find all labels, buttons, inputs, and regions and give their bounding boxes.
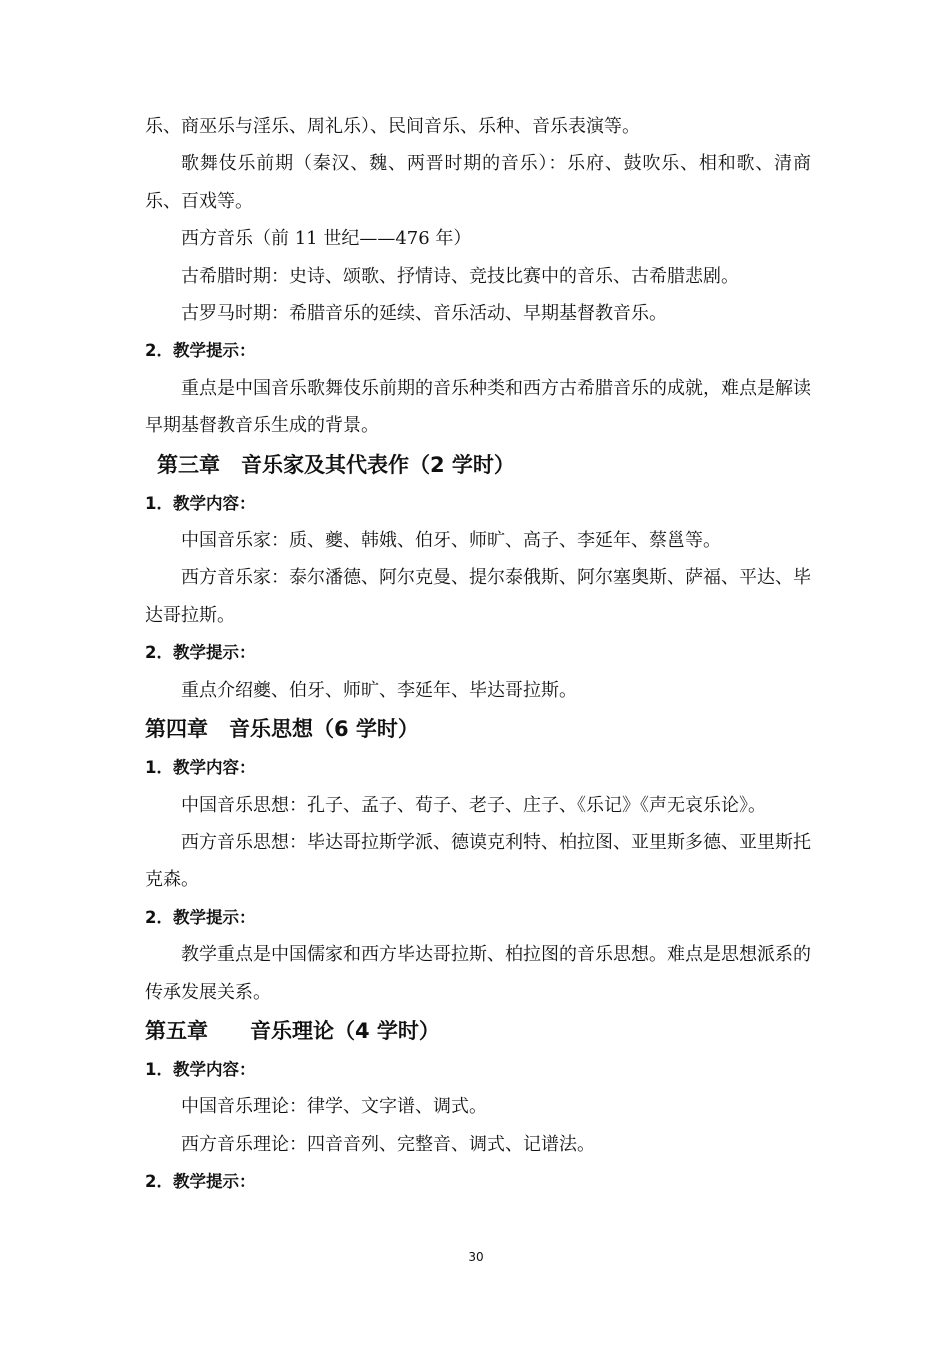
chapter-heading: 第五章 音乐理论（4 学时） xyxy=(145,1018,440,1043)
page-content xyxy=(145,108,811,1201)
body-text: 中国音乐思想：孔子、孟子、荀子、老子、庄子、《乐记》《声无哀乐论》。 xyxy=(181,794,766,816)
chapter-heading: 第三章 音乐家及其代表作（2 学时） xyxy=(157,452,515,477)
body-text: 重点是中国音乐歌舞伎乐前期的音乐种类和西方古希腊音乐的成就，难点是解读早期基督教音乐生成的背景。 xyxy=(145,377,811,437)
body-text: 歌舞伎乐前期（秦汉、魏、两晋时期的音乐）：乐府、鼓吹乐、相和歌、清商乐、百戏等。 xyxy=(145,153,811,212)
section-subheading: 2．教学提示： xyxy=(145,907,256,927)
body-text: 古罗马时期：希腊音乐的延续、音乐活动、早期基督教音乐。 xyxy=(181,303,667,325)
body-text: 乐、商巫乐与淫乐、周礼乐）、民间音乐、乐种、音乐表演等。 xyxy=(145,116,640,137)
section-subheading: 1．教学内容： xyxy=(145,493,256,513)
body-text: 教学重点是中国儒家和西方毕达哥拉斯、柏拉图的音乐思想。难点是思想派系的传承发展关系。 xyxy=(145,944,811,1003)
body-text: 重点介绍夔、伯牙、师旷、李延年、毕达哥拉斯。 xyxy=(181,679,577,701)
body-text: 西方音乐（前 11 世纪——476 年） xyxy=(181,228,472,250)
section-subheading: 1．教学内容： xyxy=(145,1059,256,1079)
body-text: 西方音乐思想：毕达哥拉斯学派、德谟克利特、柏拉图、亚里斯多德、亚里斯托克森。 xyxy=(145,831,811,891)
body-text: 中国音乐理论：律学、文字谱、调式。 xyxy=(181,1096,487,1118)
body-text: 中国音乐家：质、夔、韩娥、伯牙、师旷、高子、李延年、蔡邕等。 xyxy=(181,530,721,552)
section-subheading: 1．教学内容： xyxy=(145,758,256,778)
body-text: 西方音乐家：泰尔潘德、阿尔克曼、提尔泰俄斯、阿尔塞奥斯、萨福、平达、毕达哥拉斯。 xyxy=(145,567,811,626)
section-subheading: 2．教学提示： xyxy=(145,643,256,663)
section-subheading: 2．教学提示： xyxy=(145,341,256,361)
body-text: 古希腊时期：史诗、颂歌、抒情诗、竞技比赛中的音乐、古希腊悲剧。 xyxy=(181,265,739,287)
chapter-heading: 第四章 音乐思想（6 学时） xyxy=(145,717,419,742)
body-text: 西方音乐理论：四音音列、完整音、调式、记谱法。 xyxy=(181,1133,595,1155)
section-subheading: 2．教学提示： xyxy=(145,1172,256,1192)
page-number: 30 xyxy=(468,1250,484,1264)
